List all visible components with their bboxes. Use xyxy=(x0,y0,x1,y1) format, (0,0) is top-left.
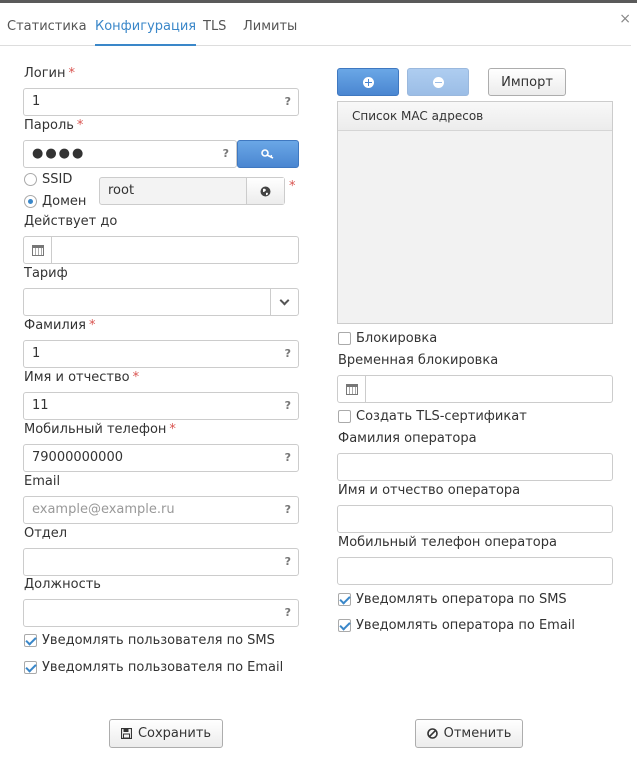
op-name-label: Имя и отчество оператора xyxy=(338,483,521,498)
calendar-icon[interactable] xyxy=(24,237,52,263)
help-icon[interactable]: ? xyxy=(284,347,291,360)
name-input[interactable] xyxy=(23,392,299,420)
op-notify-sms-label: Уведомлять оператора по SMS xyxy=(356,592,567,607)
op-phone-label: Мобильный телефон оператора xyxy=(338,535,557,550)
surname-input[interactable] xyxy=(23,340,299,368)
tariff-label: Тариф xyxy=(24,266,68,281)
import-button-label: Импорт xyxy=(501,74,553,90)
op-notify-email-checkbox[interactable] xyxy=(338,619,351,632)
block-label: Блокировка xyxy=(356,331,438,346)
department-input[interactable] xyxy=(23,548,299,576)
floppy-icon xyxy=(121,728,132,739)
tab-configuration[interactable]: Конфигурация xyxy=(95,16,196,46)
password-label: Пароль * xyxy=(24,118,84,133)
surname-label: Фамилия * xyxy=(24,318,96,333)
temp-block-label: Временная блокировка xyxy=(338,353,499,368)
op-surname-label: Фамилия оператора xyxy=(338,431,477,446)
create-tls-checkbox[interactable] xyxy=(338,410,351,423)
domain-input[interactable] xyxy=(99,177,285,205)
position-label: Должность xyxy=(24,577,101,592)
tariff-select[interactable] xyxy=(23,288,299,316)
notify-sms-label: Уведомлять пользователя по SMS xyxy=(42,633,275,648)
block-checkbox[interactable] xyxy=(338,332,351,345)
add-mac-button[interactable] xyxy=(337,68,399,96)
remove-mac-button[interactable] xyxy=(407,68,469,96)
valid-until-label: Действует до xyxy=(24,214,118,229)
op-surname-input[interactable] xyxy=(337,453,613,481)
ssid-radio[interactable] xyxy=(24,173,37,186)
phone-value: 79000000000 xyxy=(32,450,123,465)
ban-icon xyxy=(427,728,438,739)
cancel-button[interactable] xyxy=(415,719,523,748)
generate-password-button[interactable] xyxy=(237,140,299,168)
plus-circle-icon xyxy=(363,77,374,88)
login-value: 1 xyxy=(32,94,41,109)
domain-label: Домен xyxy=(42,194,87,209)
cancel-button-label: Отменить xyxy=(443,726,512,741)
help-icon[interactable]: ? xyxy=(284,606,291,619)
help-icon[interactable]: ? xyxy=(222,147,229,160)
department-label: Отдел xyxy=(24,526,68,541)
save-button[interactable] xyxy=(109,719,223,748)
phone-label: Мобильный телефон * xyxy=(24,422,176,437)
op-notify-email-label: Уведомлять оператора по Email xyxy=(356,618,576,633)
help-icon[interactable]: ? xyxy=(284,95,291,108)
globe-icon xyxy=(260,186,271,197)
tab-limits[interactable]: Лимиты xyxy=(243,19,298,34)
create-tls-label: Создать TLS-сертификат xyxy=(356,409,527,424)
domain-picker-button[interactable] xyxy=(246,178,284,204)
mac-list-header: Список MAC адресов xyxy=(338,102,612,131)
notify-email-label: Уведомлять пользователя по Email xyxy=(42,660,284,675)
position-input[interactable] xyxy=(23,599,299,627)
password-input[interactable] xyxy=(23,140,237,168)
login-label: Логин * xyxy=(24,66,76,81)
calendar-icon[interactable] xyxy=(338,376,366,402)
name-label: Имя и отчество * xyxy=(24,370,140,385)
notify-email-checkbox[interactable] xyxy=(24,661,37,674)
op-notify-sms-checkbox[interactable] xyxy=(338,593,351,606)
chevron-down-icon[interactable] xyxy=(270,289,298,315)
import-button[interactable] xyxy=(488,68,566,96)
close-icon[interactable]: × xyxy=(619,11,631,27)
temp-block-input[interactable] xyxy=(337,375,613,403)
help-icon[interactable]: ? xyxy=(284,451,291,464)
help-icon[interactable]: ? xyxy=(284,503,291,516)
tab-bar xyxy=(0,16,631,46)
help-icon[interactable]: ? xyxy=(284,555,291,568)
op-phone-input[interactable] xyxy=(337,557,613,585)
minus-circle-icon xyxy=(433,77,444,88)
login-input[interactable] xyxy=(23,88,299,116)
domain-value: root xyxy=(108,183,135,198)
valid-until-input[interactable] xyxy=(23,236,299,264)
tab-statistics[interactable]: Статистика xyxy=(7,19,87,34)
help-icon[interactable]: ? xyxy=(284,399,291,412)
domain-radio[interactable] xyxy=(24,195,37,208)
save-button-label: Сохранить xyxy=(137,726,212,741)
name-value: 11 xyxy=(32,398,49,413)
email-label: Email xyxy=(24,474,61,489)
ssid-label: SSID xyxy=(42,172,73,187)
key-icon xyxy=(261,149,275,159)
email-input[interactable] xyxy=(23,496,299,524)
phone-input[interactable] xyxy=(23,444,299,472)
surname-value: 1 xyxy=(32,346,41,361)
email-placeholder: example@example.ru xyxy=(32,502,175,517)
op-name-input[interactable] xyxy=(337,505,613,533)
password-value: ●●●● xyxy=(32,146,86,161)
tab-tls[interactable]: TLS xyxy=(203,19,227,34)
mac-address-list[interactable] xyxy=(337,101,613,324)
notify-sms-checkbox[interactable] xyxy=(24,634,37,647)
domain-required-mark: * xyxy=(289,179,296,194)
